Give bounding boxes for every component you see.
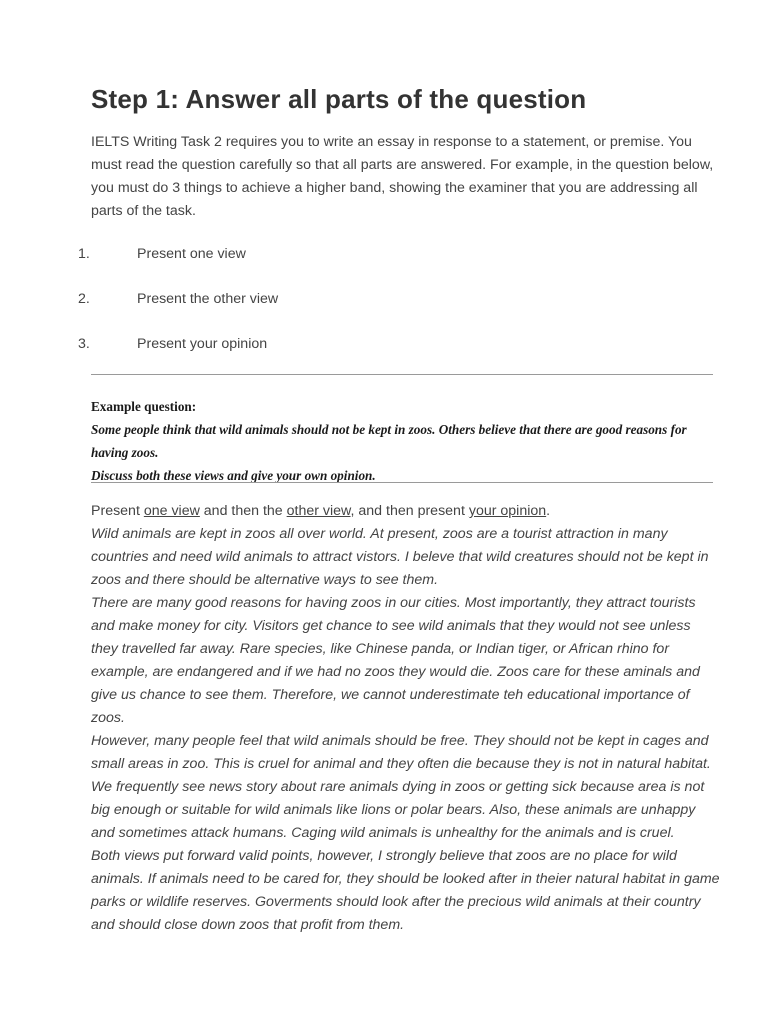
lead-text: , and then present (350, 503, 469, 519)
lead-text: . (546, 503, 551, 519)
list-number: 2. (78, 291, 90, 307)
divider-top (91, 374, 713, 375)
lead-text: Present (91, 503, 144, 519)
list-text: Present your opinion (137, 336, 268, 352)
lead-text: and then the (199, 503, 287, 519)
example-label: Example question: (91, 399, 197, 414)
essay-body (91, 500, 721, 937)
essay-paragraph-view2: However, many people feel that wild animals should be free. They should not be kept in cages and small areas in zoo. This is cruel for animal and they often die because they is not in natural habitat. We frequently see news story about rare animals dying in zoos or getting sick because area is not big enough or suitable for wild animals like lions or polar bears. Also, these animals are unhappy and sometimes attack humans. Caging wild animals is unhealthy for the animals and is cruel. (91, 733, 711, 841)
essay-paragraph-conclusion: Both views put forward valid points, however, I strongly believe that zoos are no place for wild animals. If animals need to be cared for, they should be looked after in theier natural habitat in game parks or wildlife reserves. Goverments should look after the precious wild animals at their country and should close down zoos that profit from them. (91, 848, 720, 933)
list-text: Present one view (137, 246, 246, 262)
intro-paragraph: IELTS Writing Task 2 requires you to write an essay in response to a statement, or premise. You must read the question carefully so that all parts are answered. For example, in the question below, you must do 3 things to achieve a higher band, showing the examiner that you are addressing all parts of the task. (91, 134, 714, 219)
list-number: 3. (78, 336, 90, 352)
other-view-link[interactable]: other view (286, 503, 351, 519)
one-view-link[interactable]: one view (143, 503, 200, 519)
essay-lead-line (91, 500, 721, 523)
list-number: 1. (78, 246, 90, 262)
example-question-text: Some people think that wild animals should not be kept in zoos. Others believe that there are good reasons for having zoos. (91, 422, 687, 460)
your-opinion-link[interactable]: your opinion (468, 503, 547, 519)
page-title: Step 1: Answer all parts of the question (91, 84, 587, 114)
example-question-box (91, 395, 713, 487)
divider-bottom (91, 482, 713, 483)
essay-paragraph-view1: There are many good reasons for having zoos in our cities. Most importantly, they attract tourists and make money for city. Visitors get chance to see wild animals that they would not see unless they travelled far away. Rare species, like Chinese panda, or Indian tiger, or African rhino for example, are endangered and if we had no zoos they would die. Zoos care for these aminals and give us chance to see them. Therefore, we cannot underestimate teh educational importance of zoos. (91, 595, 700, 726)
list-text: Present the other view (137, 291, 279, 307)
example-instruction: Discuss both these views and give your own opinion. (91, 468, 376, 483)
essay-paragraph-intro: Wild animals are kept in zoos all over world. At present, zoos are a tourist attraction in many countries and need wild animals to attract vistors. I beleve that wild creatures should not be kept in zoos and there should be alternative ways to see them. (91, 526, 709, 588)
